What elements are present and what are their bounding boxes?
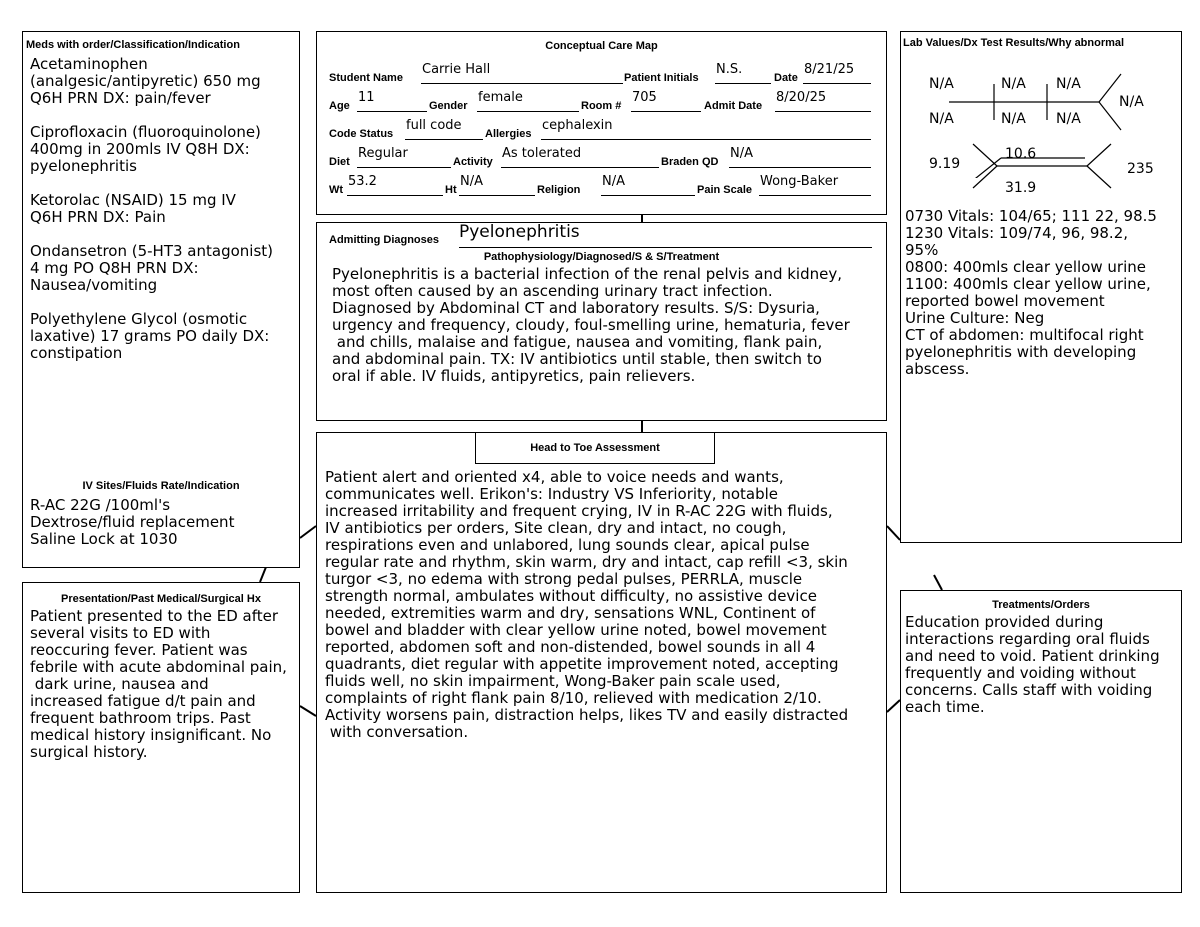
height-label: Ht bbox=[445, 184, 457, 196]
room-field[interactable]: 705 bbox=[631, 94, 701, 112]
row-student bbox=[329, 64, 872, 86]
braden-label: Braden QD bbox=[661, 156, 719, 168]
assessment-header: Head to Toe Assessment bbox=[475, 432, 715, 464]
pathophysiology-text: Pyelonephritis is a bacterial infection of the renal pelvis and kidney, most often caused by an ascending urinary tract infection. Diagnosed by Abdominal CT and laboratory results. S/S: Dysuria, urgency and frequency, cloudy, foul-smelling urine, hematuria, fever and chills, malaise and fatigue, nausea and vomiting, flank pain, and abdominal pain. TX: IV antibiotics until stable, then switch to oral if able. IV fluids, antipyretics, pain relievers. bbox=[332, 265, 850, 385]
initials-label: Patient Initials bbox=[624, 72, 699, 84]
labs-box bbox=[900, 31, 1182, 543]
pathophysiology-header: Pathophysiology/Diagnosed/S & S/Treatment bbox=[483, 251, 720, 263]
activity-label: Activity bbox=[453, 156, 493, 168]
allergies-field[interactable]: cephalexin bbox=[541, 122, 871, 140]
lab-co2: N/A bbox=[1001, 111, 1026, 127]
height-field[interactable]: N/A bbox=[459, 178, 535, 196]
lab-wbc: 9.19 bbox=[929, 156, 961, 172]
treatments-box bbox=[900, 590, 1182, 893]
religion-field[interactable]: N/A bbox=[601, 178, 695, 196]
lab-bun: N/A bbox=[1056, 76, 1081, 92]
diet-label: Diet bbox=[329, 156, 350, 168]
row-diet bbox=[329, 148, 872, 170]
care-map-box bbox=[316, 31, 887, 215]
admit-date-field[interactable]: 8/20/25 bbox=[775, 94, 871, 112]
assessment-text: Patient alert and oriented x4, able to voice needs and wants, communicates well. Erikon's: Industry VS Inferiority, notable increased irritability and frequent crying, IV in R-AC 22G with fluids, IV antibiotics per orders, Site clean, dry and intact, no cough, respirations even and unlabored, lung sounds clear, apical pulse regular rate and rhythm, skin warm, dry and intact, cap refill <3, skin turgor <3, no edema with strong pedal pulses, PERRLA, muscle strength normal, ambulates without difficulty, no assistive device needed, extremities warm and dry, sensations WNL, Continent of bowel and bladder with clear yellow urine noted, bowel movement reported, abdomen soft and non-distended, bowel sounds in all 4 quadrants, diet regular with appetite improvement noted, accepting fluids well, no skin impairment, Wong-Baker pain scale used, complaints of right flank pain 8/10, relieved with medication 2/10. Activity worsens pain, distraction helps, likes TV and easily distracted with conversation. bbox=[325, 468, 849, 741]
allergies-label: Allergies bbox=[485, 128, 532, 140]
braden-field[interactable]: N/A bbox=[729, 150, 871, 168]
row-weight bbox=[329, 176, 872, 198]
lab-hgb: 10.6 bbox=[1005, 146, 1037, 162]
lab-cr: N/A bbox=[1056, 111, 1081, 127]
student-name-label: Student Name bbox=[329, 72, 403, 84]
pain-scale-label: Pain Scale bbox=[697, 184, 753, 196]
lab-plt: 235 bbox=[1127, 161, 1154, 177]
gender-label: Gender bbox=[429, 100, 468, 112]
age-field[interactable]: 11 bbox=[357, 94, 427, 112]
student-name-field[interactable]: Carrie Hall bbox=[421, 66, 623, 84]
assessment-box bbox=[316, 432, 887, 893]
pain-scale-field[interactable]: Wong-Baker bbox=[759, 178, 871, 196]
admit-date-label: Admit Date bbox=[704, 100, 763, 112]
code-status-label: Code Status bbox=[329, 128, 394, 140]
religion-label: Religion bbox=[537, 184, 581, 196]
meds-list: Acetaminophen (analgesic/antipyretic) 650 mg Q6H PRN DX: pain/fever Ciprofloxacin (fluoroquinolone) 400mg in 200mls IV Q8H DX: pyelonephritis Ketorolac (NSAID) 15 mg IV Q6H PRN DX: Pain Ondansetron (5-HT3 antagonist) 4 mg PO Q8H PRN DX: Nausea/vomiting Polyethylene Glycol (osmotic laxative) 17 grams PO daily DX: constipation bbox=[30, 55, 274, 362]
lab-na: N/A bbox=[929, 76, 954, 92]
initials-field[interactable]: N.S. bbox=[715, 66, 771, 84]
row-age bbox=[329, 92, 872, 114]
admitting-diagnosis-field[interactable]: Pyelonephritis bbox=[459, 221, 872, 248]
lab-k: N/A bbox=[929, 111, 954, 127]
care-map-title: Conceptual Care Map bbox=[545, 40, 658, 52]
history-text: Patient presented to the ED after several visits to ED with reoccuring fever. Patient was febrile with acute abdominal pain, dark urine, nausea and increased fatigue d/t pain and frequent bathroom trips. Past medical history insignificant. No surgical history. bbox=[30, 607, 287, 761]
meds-box bbox=[22, 31, 300, 568]
history-box bbox=[22, 582, 300, 893]
history-header: Presentation/Past Medical/Surgical Hx bbox=[61, 593, 261, 605]
age-label: Age bbox=[329, 100, 350, 112]
treatments-text: Education provided during interactions regarding oral fluids and need to void. Patient drinking frequently and voiding without concerns. Calls staff with voiding each time. bbox=[905, 613, 1160, 716]
room-label: Room # bbox=[581, 100, 622, 112]
date-field[interactable]: 8/21/25 bbox=[803, 66, 871, 84]
lab-cl: N/A bbox=[1001, 76, 1026, 92]
date-label: Date bbox=[774, 72, 798, 84]
weight-field[interactable]: 53.2 bbox=[347, 178, 443, 196]
treatments-header: Treatments/Orders bbox=[992, 599, 1090, 611]
meds-header: Meds with order/Classification/Indication bbox=[26, 39, 240, 51]
gender-field[interactable]: female bbox=[477, 94, 579, 112]
iv-details: R-AC 22G /100ml's Dextrose/fluid replacement Saline Lock at 1030 bbox=[30, 496, 235, 548]
activity-field[interactable]: As tolerated bbox=[501, 150, 659, 168]
lab-hct: 31.9 bbox=[1005, 180, 1037, 196]
iv-header: IV Sites/Fluids Rate/Indication bbox=[82, 480, 240, 492]
weight-label: Wt bbox=[329, 184, 344, 196]
admitting-diagnosis-label: Admitting Diagnoses bbox=[329, 234, 440, 246]
labs-header: Lab Values/Dx Test Results/Why abnormal bbox=[903, 37, 1125, 49]
lab-glu: N/A bbox=[1119, 94, 1144, 110]
labs-text: 0730 Vitals: 104/65; 111 22, 98.5 1230 Vitals: 109/74, 96, 98.2, 95% 0800: 400mls clear yellow urine 1100: 400mls clear yellow urine, reported bowel movement Urine Culture: Neg CT of abdomen: multifocal right pyelonephritis with developing abscess. bbox=[905, 207, 1157, 378]
diet-field[interactable]: Regular bbox=[357, 150, 451, 168]
row-code bbox=[329, 120, 872, 142]
code-status-field[interactable]: full code bbox=[405, 122, 483, 140]
diagnosis-box bbox=[316, 222, 887, 421]
